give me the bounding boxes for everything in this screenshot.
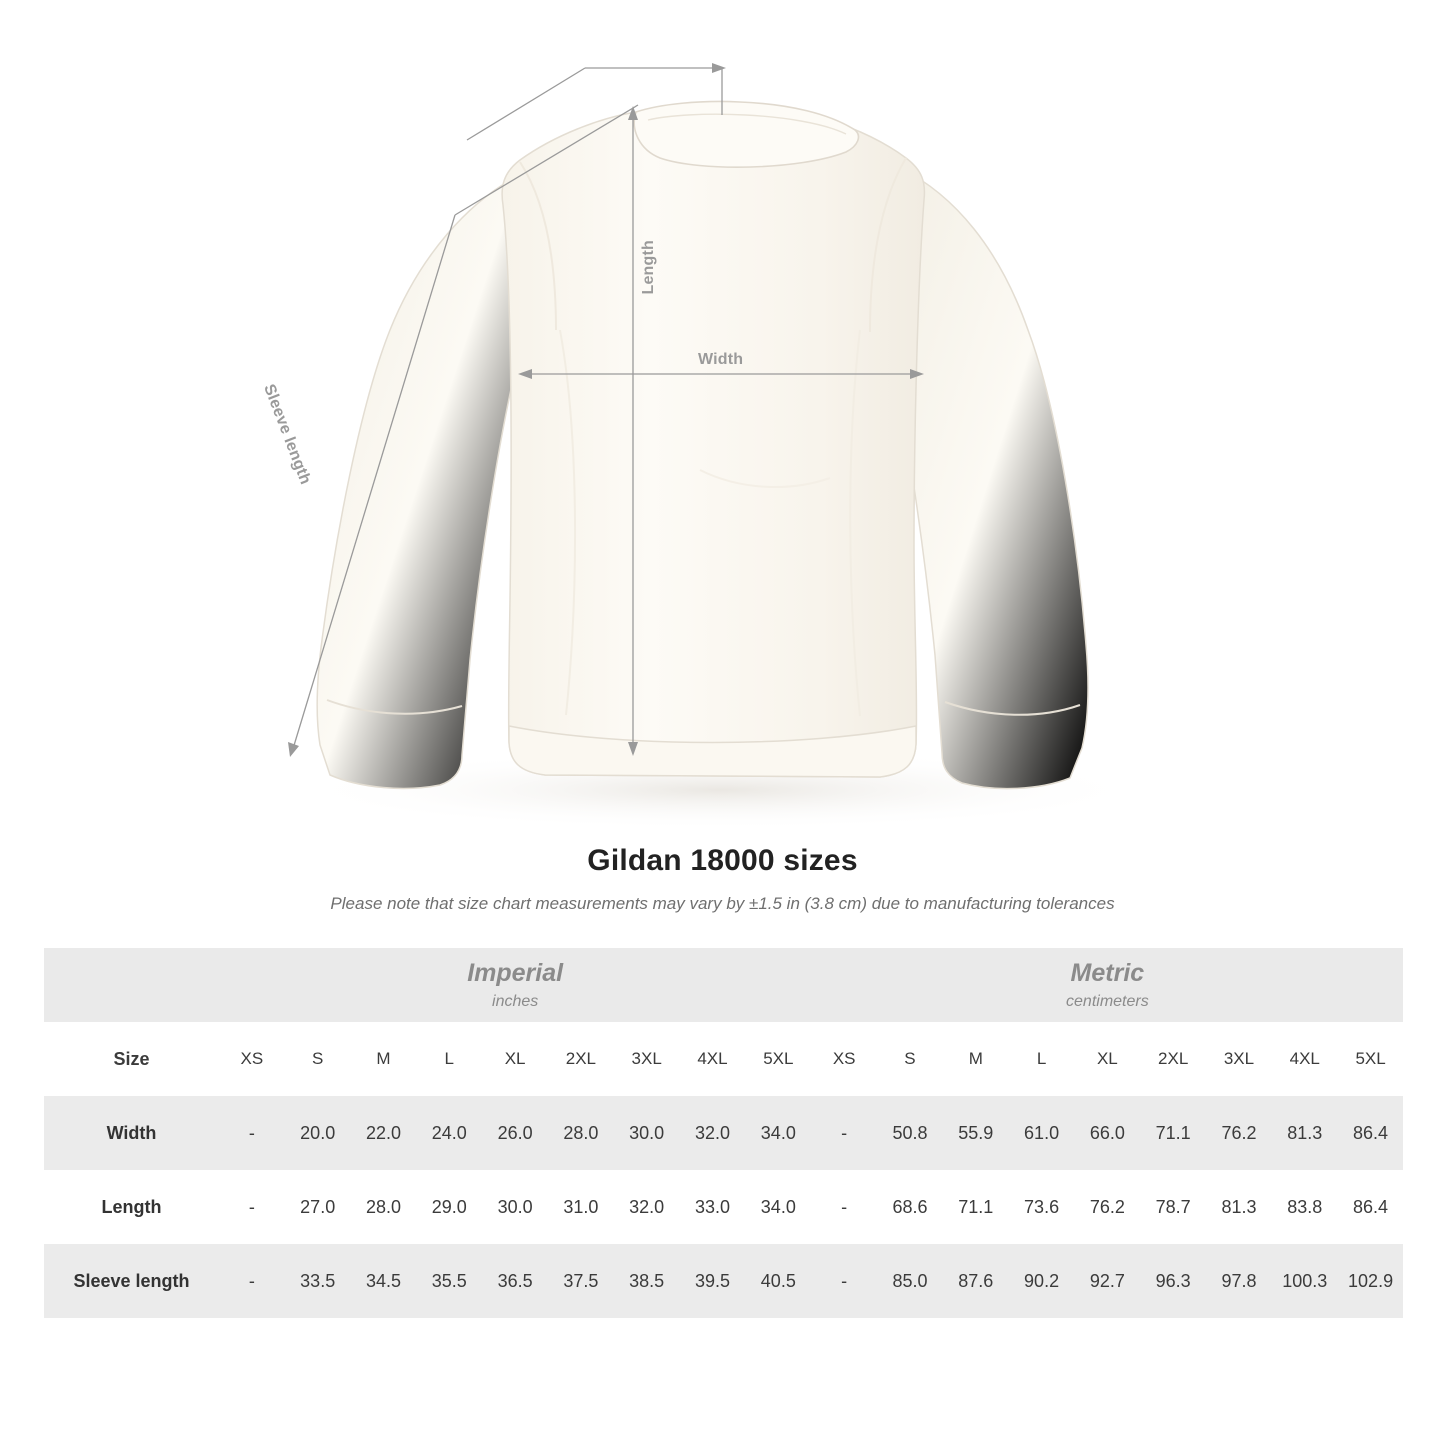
size-header-cell: 2XL bbox=[1140, 1022, 1206, 1096]
measurement-value: 55.9 bbox=[943, 1096, 1009, 1170]
table-row bbox=[44, 1170, 1403, 1244]
measurement-value: 87.6 bbox=[943, 1244, 1009, 1318]
measurement-value: 38.5 bbox=[614, 1244, 680, 1318]
measurement-value: 96.3 bbox=[1140, 1244, 1206, 1318]
size-header-cell: M bbox=[943, 1022, 1009, 1096]
measurement-value: 100.3 bbox=[1272, 1244, 1338, 1318]
measurement-value: 35.5 bbox=[416, 1244, 482, 1318]
measurement-value: 31.0 bbox=[548, 1170, 614, 1244]
measurement-value: 81.3 bbox=[1206, 1170, 1272, 1244]
measurement-value: 97.8 bbox=[1206, 1244, 1272, 1318]
measurement-value: 30.0 bbox=[482, 1170, 548, 1244]
size-header-cell: XS bbox=[219, 1022, 285, 1096]
measurement-value: 76.2 bbox=[1074, 1170, 1140, 1244]
size-header-cell: 4XL bbox=[1272, 1022, 1338, 1096]
unit-group-imperial bbox=[219, 948, 811, 1022]
measurement-value: 76.2 bbox=[1206, 1096, 1272, 1170]
measurement-value: - bbox=[811, 1170, 877, 1244]
measurement-value: 26.0 bbox=[482, 1096, 548, 1170]
measurement-value: 28.0 bbox=[548, 1096, 614, 1170]
size-header-cell: XS bbox=[811, 1022, 877, 1096]
measurement-value: 34.0 bbox=[745, 1170, 811, 1244]
size-header-cell: 3XL bbox=[614, 1022, 680, 1096]
title-block bbox=[0, 844, 1445, 914]
measurement-label: Sleeve length bbox=[44, 1244, 219, 1318]
measurement-value: 102.9 bbox=[1338, 1244, 1404, 1318]
measurement-value: - bbox=[811, 1244, 877, 1318]
size-chart-table bbox=[44, 948, 1403, 1318]
measurement-value: 22.0 bbox=[351, 1096, 417, 1170]
sleeve-length-dimension-label: Sleeve length bbox=[260, 382, 314, 487]
measurement-value: 71.1 bbox=[943, 1170, 1009, 1244]
measurement-value: - bbox=[219, 1170, 285, 1244]
measurement-value: 78.7 bbox=[1140, 1170, 1206, 1244]
page-title: Gildan 18000 sizes bbox=[587, 844, 858, 877]
width-dimension-label: Width bbox=[698, 351, 744, 368]
size-header-cell: S bbox=[285, 1022, 351, 1096]
unit-group-metric bbox=[811, 948, 1403, 1022]
measurement-value: 29.0 bbox=[416, 1170, 482, 1244]
unit-group-sub: centimeters bbox=[1066, 993, 1149, 1011]
measurement-value: 37.5 bbox=[548, 1244, 614, 1318]
measurement-value: 39.5 bbox=[680, 1244, 746, 1318]
measurement-value: - bbox=[219, 1244, 285, 1318]
measurement-value: 36.5 bbox=[482, 1244, 548, 1318]
measurement-label: Length bbox=[44, 1170, 219, 1244]
unit-group-name: Imperial bbox=[467, 959, 564, 988]
measurement-value: 34.0 bbox=[745, 1096, 811, 1170]
measurement-value: 32.0 bbox=[680, 1096, 746, 1170]
size-chart-table-wrap bbox=[44, 948, 1401, 1318]
measurement-value: 28.0 bbox=[351, 1170, 417, 1244]
measurement-value: - bbox=[811, 1096, 877, 1170]
measurement-value: 90.2 bbox=[1009, 1244, 1075, 1318]
unit-group-name: Metric bbox=[1070, 959, 1145, 988]
unit-header-row bbox=[44, 948, 1403, 1022]
size-header-cell: 2XL bbox=[548, 1022, 614, 1096]
size-header-cell: 4XL bbox=[680, 1022, 746, 1096]
size-header-cell: 5XL bbox=[745, 1022, 811, 1096]
measurement-value: 30.0 bbox=[614, 1096, 680, 1170]
table-row bbox=[44, 1244, 1403, 1318]
size-header-label: Size bbox=[44, 1022, 219, 1096]
measurement-value: 92.7 bbox=[1074, 1244, 1140, 1318]
measurement-value: - bbox=[219, 1096, 285, 1170]
tolerance-note: Please note that size chart measurements may vary by ±1.5 in (3.8 cm) due to manufacturing tolerances bbox=[330, 894, 1115, 913]
size-header-row bbox=[44, 1022, 1403, 1096]
size-header-cell: XL bbox=[482, 1022, 548, 1096]
measurement-value: 61.0 bbox=[1009, 1096, 1075, 1170]
size-header-cell: L bbox=[416, 1022, 482, 1096]
size-header-cell: L bbox=[1009, 1022, 1075, 1096]
measurement-value: 86.4 bbox=[1338, 1096, 1404, 1170]
size-header-cell: 3XL bbox=[1206, 1022, 1272, 1096]
measurement-value: 32.0 bbox=[614, 1170, 680, 1244]
measurement-value: 68.6 bbox=[877, 1170, 943, 1244]
measurement-value: 71.1 bbox=[1140, 1096, 1206, 1170]
size-header-cell: S bbox=[877, 1022, 943, 1096]
measurement-value: 20.0 bbox=[285, 1096, 351, 1170]
measurement-value: 83.8 bbox=[1272, 1170, 1338, 1244]
table-corner-cell bbox=[44, 948, 219, 1022]
measurement-value: 86.4 bbox=[1338, 1170, 1404, 1244]
measurement-value: 27.0 bbox=[285, 1170, 351, 1244]
size-header-cell: M bbox=[351, 1022, 417, 1096]
table-row bbox=[44, 1096, 1403, 1170]
measurement-value: 24.0 bbox=[416, 1096, 482, 1170]
measurement-value: 66.0 bbox=[1074, 1096, 1140, 1170]
size-header-cell: 5XL bbox=[1338, 1022, 1404, 1096]
unit-group-sub: inches bbox=[492, 993, 539, 1011]
measurement-value: 50.8 bbox=[877, 1096, 943, 1170]
measurement-value: 73.6 bbox=[1009, 1170, 1075, 1244]
measurement-value: 85.0 bbox=[877, 1244, 943, 1318]
measurement-value: 40.5 bbox=[745, 1244, 811, 1318]
measurement-value: 81.3 bbox=[1272, 1096, 1338, 1170]
size-header-cell: XL bbox=[1074, 1022, 1140, 1096]
measurement-value: 33.5 bbox=[285, 1244, 351, 1318]
measurement-value: 34.5 bbox=[351, 1244, 417, 1318]
length-dimension-label: Length bbox=[640, 240, 657, 295]
measurement-value: 33.0 bbox=[680, 1170, 746, 1244]
measurement-label: Width bbox=[44, 1096, 219, 1170]
